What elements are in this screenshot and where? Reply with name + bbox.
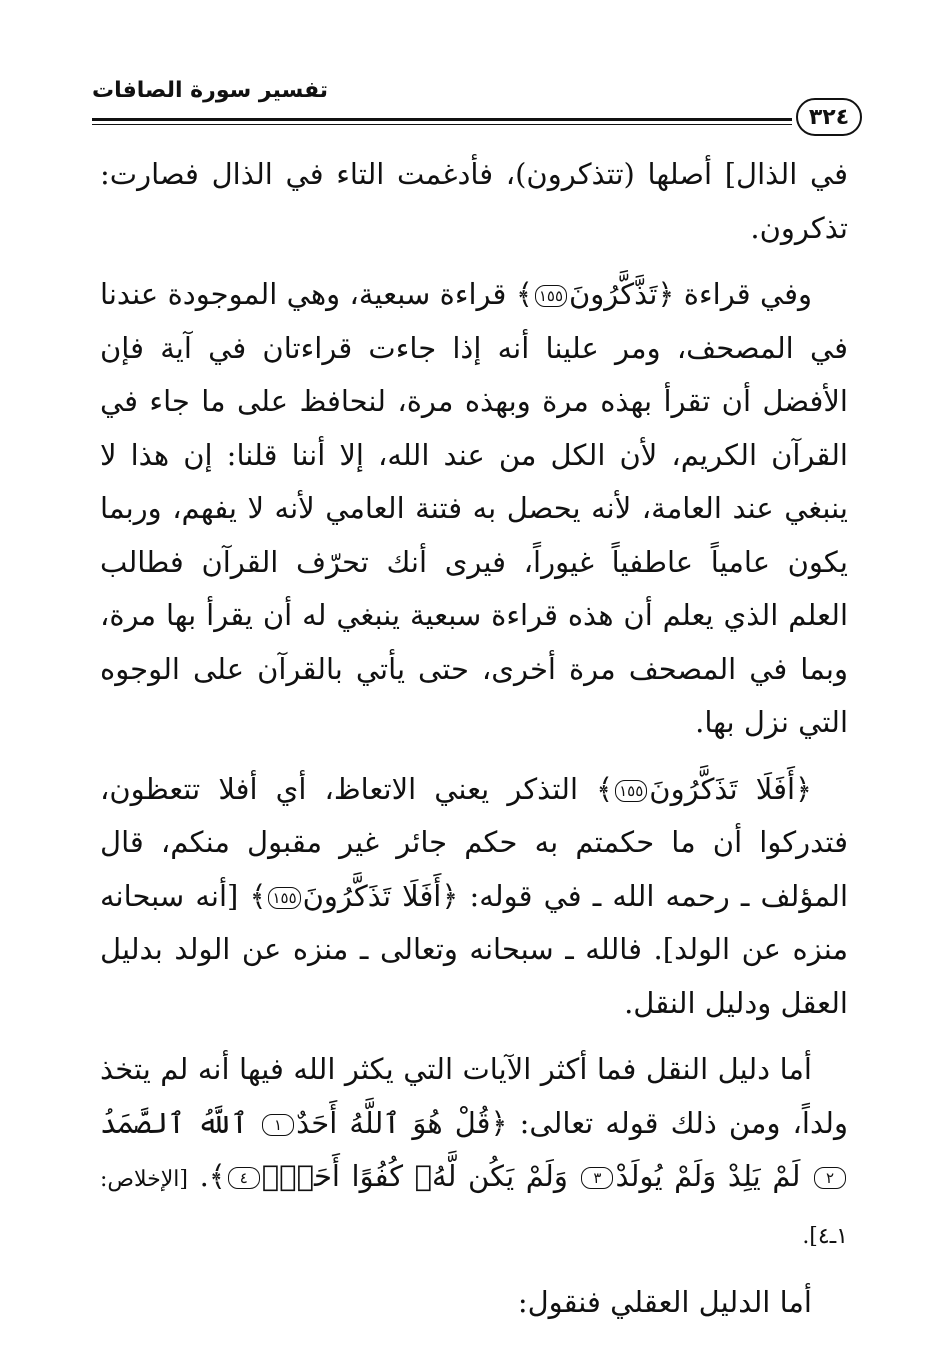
ayah-number-marker: ٢ [814,1167,846,1189]
text: ﴾ التذكر يعني الاتعاظ، أي أفلا تتعظون، فتدركوا أن ما حكمتم به حكم جائر غير مقبول منكم، قال المؤلف ـ رحمه الله ـ في قوله: ﴿ [100,771,849,913]
quran-verse: أَفَلَا تَذَكَّرُونَ [649,771,795,806]
page-body [100,148,848,1343]
text: ﴾. [199,1159,226,1193]
page-number: ٣٢٤ [796,98,862,136]
paragraph-2 [100,268,848,750]
ayah-number-marker: ٤ [228,1167,260,1189]
surah-reference: [الإخلاص: ١ـ٤]. [100,1167,848,1249]
text: ﴿ [795,771,812,806]
text: أما دليل النقل فما أكثر الآيات التي يكثر الله فيها أنه لم يتخذ ولداً، ومن ذلك قوله تعالى: ﴿ [100,1052,849,1140]
paragraph-1: في الذال] أصلها (تتذكرون)، فأدغمت التاء في الذال فصارت: تذكرون. [100,157,848,245]
ayah-number-marker: ٣ [581,1167,613,1189]
ayah-number-marker: ١٥٥ [268,887,300,909]
text: ﴾ قراءة سبعية، وهي الموجودة عندنا في المصحف، ومر علينا أنه إذا جاءت قراءتان في آية فإن الأفضل أن تقرأ بهذه مرة وبهذه مرة، لنحافظ على ما جاء في القرآن الكريم، لأن الكل من عند الله، إلا أننا قلنا: إن هذا لا ينبغي عند العامة، لأنه يحصل به فتنة العامي لأنه لا يفهم، وربما يكون عامياً عاطفياً غيوراً، فيرى أنك تحرّف القرآن فطالب العلم الذي يعلم أن هذه قراءة سبعية ينبغي له أن يقرأ بها مرة، وبما في المصحف مرة أخرى، حتى يأتي بالقرآن على الوجوه التي نزل بها. [100,277,848,739]
ayah-number-marker: ١٥٥ [615,780,647,802]
quran-verse: وَلَمْ يَكُن لَّهُۥ كُفُوًا أَحَدٌۢ [261,1159,568,1193]
paragraph-4 [100,1043,848,1263]
page-header [92,78,862,138]
quran-verse: أَفَلَا تَذَكَّرُونَ [302,878,442,913]
quran-verse: تَذَّكَّرُونَ [569,277,658,311]
quran-verse: قُلْ هُوَ ٱللَّهُ أَحَدٌ [296,1105,491,1140]
ayah-number-marker: ١ [262,1114,294,1136]
text: وفي قراءة ﴿ [657,277,813,311]
ayah-number-marker: ١٥٥ [535,285,567,307]
running-title: تفسير سورة الصافات [92,78,329,103]
quran-verse: ٱللَّهُ ٱلصَّمَدُ [100,1105,248,1140]
header-rule [92,118,792,121]
quran-verse: لَمْ يَلِدْ وَلَمْ يُولَدْ [615,1159,801,1193]
text: ﴾ [أنه سبحانه منزه عن الولد]. فالله ـ سبحانه وتعالى ـ منزه عن الولد بدليل العقل ودليل النقل. [100,878,848,1020]
header-rule-thin [92,124,792,125]
paragraph-5: أما الدليل العقلي فنقول: [517,1285,812,1319]
paragraph-3 [100,763,848,1031]
